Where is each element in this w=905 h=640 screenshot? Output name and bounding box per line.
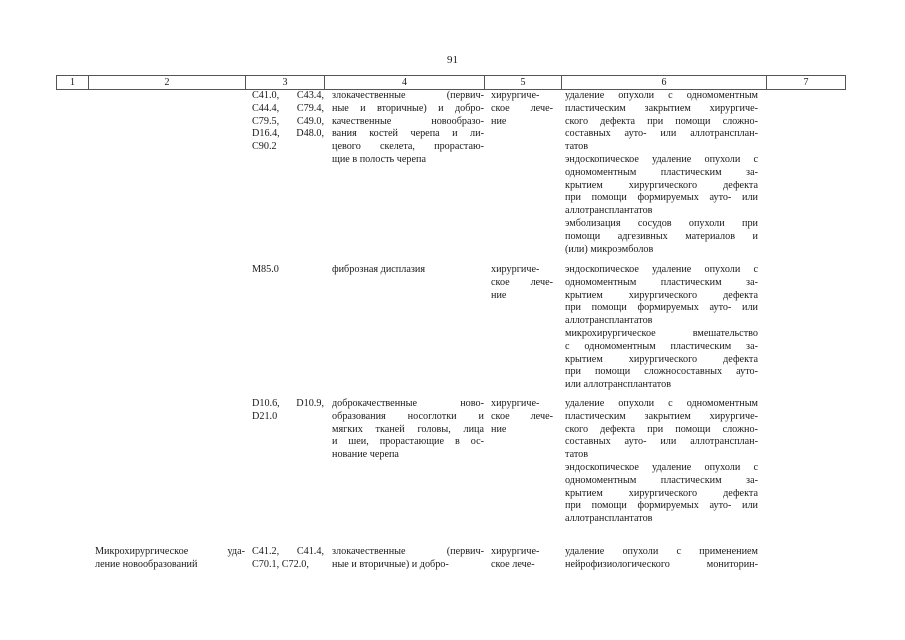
treatment-method-line: татов bbox=[565, 141, 589, 153]
treatment-method-line: крытием хирургического дефекта bbox=[565, 353, 758, 365]
treatment-method bbox=[565, 462, 758, 526]
header-col-6: 6 bbox=[561, 76, 766, 89]
icd-codes-line: D10.6, D10.9, bbox=[252, 398, 324, 409]
treatment-method-line: аллотрансплантатов bbox=[565, 315, 653, 327]
treatment-type-line: хирургиче- bbox=[491, 90, 540, 101]
treatment-method-line: нейрофизиологического мониторин- bbox=[565, 558, 758, 570]
disease-description-line: злокачественные (первич- bbox=[332, 546, 484, 557]
treatment-method-line: с одномоментным пластическим за- bbox=[565, 340, 758, 352]
treatment-method-line: эндоскопическое удаление опухоли с bbox=[565, 264, 758, 275]
icd-codes-line: C79.5, C49.0, bbox=[252, 115, 324, 127]
disease-description-line: щие в полость черепа bbox=[332, 153, 426, 165]
treatment-method-line: при помощи формируемых ауто- или bbox=[565, 302, 758, 314]
treatment-method-line: одномоментным пластическим за- bbox=[565, 276, 758, 288]
treatment-method-line: крытием хирургического дефекта bbox=[565, 487, 758, 499]
treatment-methods bbox=[565, 90, 758, 256]
icd-codes bbox=[252, 398, 324, 424]
disease-description bbox=[332, 264, 484, 277]
header-col-2: 2 bbox=[88, 76, 245, 89]
disease-description-line: образования носоглотки и bbox=[332, 410, 484, 422]
icd-codes-line: M85.0 bbox=[252, 264, 279, 275]
disease-description bbox=[332, 546, 484, 572]
disease-description-line: ные и вторичные) и добро- bbox=[332, 558, 449, 570]
header-col-3: 3 bbox=[245, 76, 324, 89]
treatment-method-line: ского дефекта при помощи сложно- bbox=[565, 115, 758, 127]
disease-description-line: мягких тканей головы, лица bbox=[332, 423, 484, 435]
treatment-method-line: аллотрансплантатов bbox=[565, 513, 653, 525]
disease-description-line: злокачественные (первич- bbox=[332, 90, 484, 101]
treatment-type-line: хирургиче- bbox=[491, 398, 540, 409]
treatment-method-line: татов bbox=[565, 449, 589, 461]
treatment-type bbox=[491, 546, 553, 572]
treatment-method-line: одномоментным пластическим за- bbox=[565, 166, 758, 178]
icd-codes-line: D21.0 bbox=[252, 410, 278, 422]
treatment-method-line: удаление опухоли с одномоментным bbox=[565, 398, 758, 409]
treatment-method-line: эндоскопическое удаление опухоли с bbox=[565, 153, 758, 165]
treatment-method-line: удаление опухоли с применением bbox=[565, 546, 758, 557]
disease-description-line: ные и вторичные) и добро- bbox=[332, 102, 484, 114]
treatment-type bbox=[491, 264, 553, 302]
page-number: 91 bbox=[447, 54, 458, 66]
icd-codes-line: C70.1, C72.0, bbox=[252, 558, 309, 570]
header-col-4: 4 bbox=[324, 76, 484, 89]
treatment-method-line: пластическим закрытием хирургиче- bbox=[565, 410, 758, 422]
treatment-methods bbox=[565, 264, 758, 392]
treatment-method-line: эндоскопическое удаление опухоли с bbox=[565, 461, 758, 473]
treatment-method-line: крытием хирургического дефекта bbox=[565, 289, 758, 301]
treatment-method bbox=[565, 328, 758, 392]
treatment-method-line: при помощи сложносоставных ауто- bbox=[565, 366, 758, 378]
icd-codes bbox=[252, 264, 324, 277]
disease-description-line: фиброзная дисплазия bbox=[332, 264, 426, 275]
treatment-type-line: ние bbox=[491, 423, 507, 435]
header-col-7: 7 bbox=[766, 76, 846, 89]
treatment-type-line: хирургиче- bbox=[491, 546, 540, 557]
treatment-methods bbox=[565, 398, 758, 526]
treatment-method-line: (или) микроэмболов bbox=[565, 243, 654, 255]
procedure-name-line: ление новообразований bbox=[95, 558, 198, 570]
disease-description-line: вания костей черепа и ли- bbox=[332, 128, 484, 140]
treatment-method bbox=[565, 218, 758, 256]
disease-description-line: цевого скелета, прорастаю- bbox=[332, 141, 484, 153]
disease-description bbox=[332, 398, 484, 462]
treatment-method-line: удаление опухоли с одномоментным bbox=[565, 90, 758, 101]
icd-codes-line: D16.4, D48.0, bbox=[252, 128, 324, 140]
treatment-type-line: ское лече- bbox=[491, 276, 553, 288]
icd-codes-line: C90.2 bbox=[252, 141, 277, 153]
treatment-method-line: при помощи формируемых ауто- или bbox=[565, 500, 758, 512]
disease-description-line: и шеи, прорастающие в ос- bbox=[332, 436, 484, 448]
treatment-type-line: ние bbox=[491, 289, 507, 301]
treatment-method bbox=[565, 154, 758, 218]
header-col-5: 5 bbox=[484, 76, 561, 89]
treatment-method-line: микрохирургическое вмешательство bbox=[565, 327, 758, 339]
procedure-name-line: Микрохирургическое уда- bbox=[95, 546, 245, 557]
treatment-method bbox=[565, 264, 758, 328]
treatment-method-line: крытием хирургического дефекта bbox=[565, 179, 758, 191]
treatment-method-line: аллотрансплантатов bbox=[565, 205, 653, 217]
table-header-row bbox=[56, 75, 846, 90]
disease-description-line: нование черепа bbox=[332, 449, 399, 461]
icd-codes-line: C44.4, C79.4, bbox=[252, 102, 324, 114]
treatment-method-line: ского дефекта при помощи сложно- bbox=[565, 423, 758, 435]
treatment-method-line: составных ауто- или аллотрансплан- bbox=[565, 436, 758, 448]
disease-description-line: доброкачественные ново- bbox=[332, 398, 484, 409]
icd-codes-line: C41.2, C41.4, bbox=[252, 546, 324, 557]
treatment-type-line: ское лече- bbox=[491, 102, 553, 114]
treatment-method-line: составных ауто- или аллотрансплан- bbox=[565, 128, 758, 140]
treatment-type bbox=[491, 398, 553, 436]
treatment-type-line: ние bbox=[491, 115, 507, 127]
treatment-type bbox=[491, 90, 553, 128]
icd-codes-line: C41.0, C43.4, bbox=[252, 90, 324, 101]
treatment-type-line: ское лече- bbox=[491, 558, 535, 570]
disease-description bbox=[332, 90, 484, 167]
treatment-method-line: помощи адгезивных материалов и bbox=[565, 230, 758, 242]
treatment-methods bbox=[565, 546, 758, 572]
procedure-name bbox=[95, 546, 245, 572]
header-col-1: 1 bbox=[56, 76, 88, 89]
treatment-method-line: при помощи формируемых ауто- или bbox=[565, 192, 758, 204]
treatment-method-line: одномоментным пластическим за- bbox=[565, 474, 758, 486]
disease-description-line: качественные новообразо- bbox=[332, 115, 484, 127]
treatment-method-line: или аллотрансплантатов bbox=[565, 379, 672, 391]
treatment-method bbox=[565, 398, 758, 462]
icd-codes bbox=[252, 90, 324, 154]
treatment-type-line: ское лече- bbox=[491, 410, 553, 422]
treatment-method-line: эмболизация сосудов опухоли при bbox=[565, 217, 758, 229]
treatment-type-line: хирургиче- bbox=[491, 264, 540, 275]
treatment-method-line: пластическим закрытием хирургиче- bbox=[565, 102, 758, 114]
icd-codes bbox=[252, 546, 324, 572]
treatment-method bbox=[565, 90, 758, 154]
